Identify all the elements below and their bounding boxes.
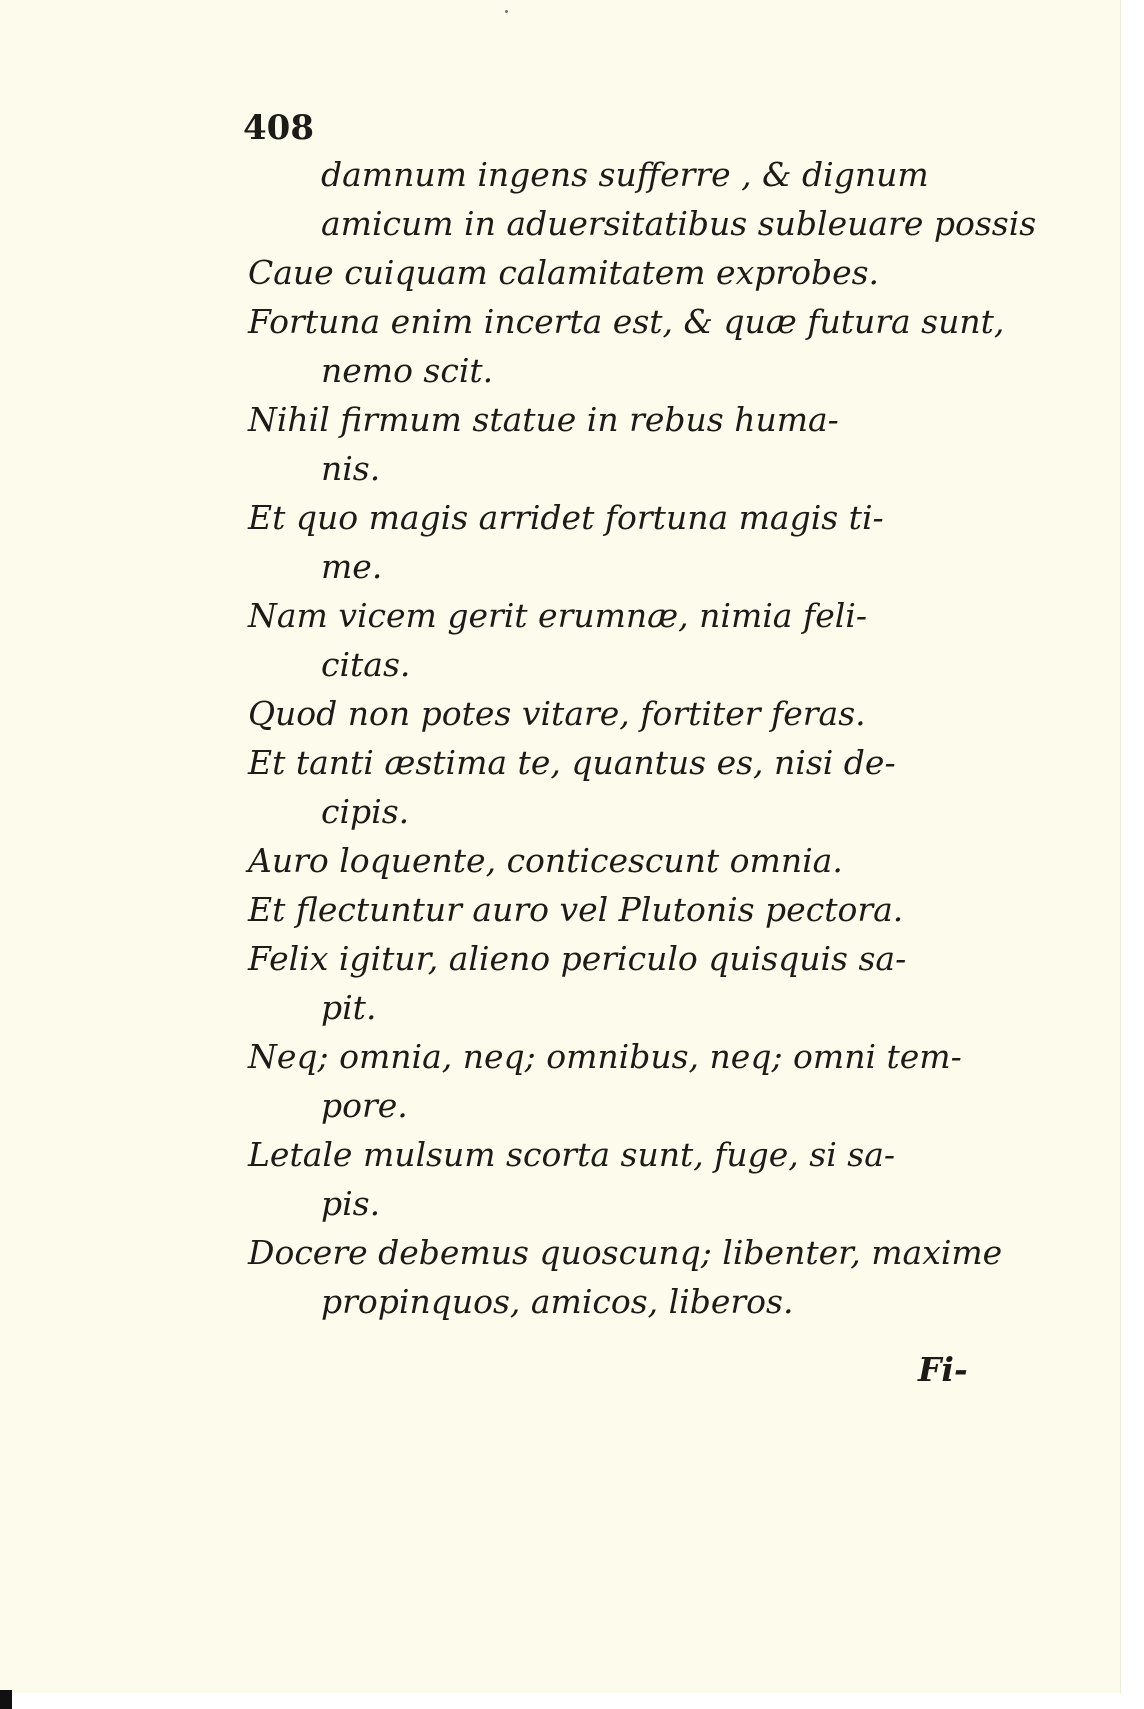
text-line: citas. <box>321 645 411 684</box>
text-line: me. <box>321 547 383 586</box>
text-line: nis. <box>321 449 381 488</box>
text-line: Et quo magis arridet fortuna magis ti- <box>248 498 884 537</box>
text-line: cipis. <box>321 792 410 831</box>
text-line: pis. <box>321 1184 381 1223</box>
text-line: Letale mulsum scorta sunt, fuge, si sa- <box>248 1135 896 1174</box>
text-line: Docere debemus quoscunq; libenter, maxime <box>248 1233 1003 1272</box>
paper-speck <box>505 10 508 13</box>
text-line: amicum in aduersitatibus subleuare possis <box>321 204 1037 243</box>
text-line: Et flectuntur auro vel Plutonis pectora. <box>248 890 904 929</box>
text-line: Fortuna enim incerta est, & quæ futura sunt, <box>248 302 1005 341</box>
text-line: damnum ingens sufferre , & dignum <box>321 155 929 194</box>
text-line: Nam vicem gerit erumnæ, nimia feli- <box>248 596 867 635</box>
text-line: Felix igitur, alieno periculo quisquis sa- <box>248 939 907 978</box>
catchword: Fi- <box>918 1350 968 1389</box>
scan-bottom-edge <box>0 1693 1144 1709</box>
text-line: Nihil firmum statue in rebus huma- <box>248 400 839 439</box>
text-line: propinquos, amicos, liberos. <box>321 1282 794 1321</box>
page-number: 408 <box>243 108 314 148</box>
text-line: Caue cuiquam calamitatem exprobes. <box>248 253 880 292</box>
text-line: Quod non potes vitare, fortiter feras. <box>248 694 866 733</box>
text-line: pit. <box>321 988 377 1027</box>
scan-corner-mark <box>0 1690 12 1709</box>
text-line: Auro loquente, conticescunt omnia. <box>248 841 843 880</box>
text-line: Et tanti æstima te, quantus es, nisi de- <box>248 743 896 782</box>
text-line: nemo scit. <box>321 351 494 390</box>
text-line: pore. <box>321 1086 408 1125</box>
text-line: Neq; omnia, neq; omnibus, neq; omni tem- <box>248 1037 962 1076</box>
text-block <box>248 150 1037 1326</box>
